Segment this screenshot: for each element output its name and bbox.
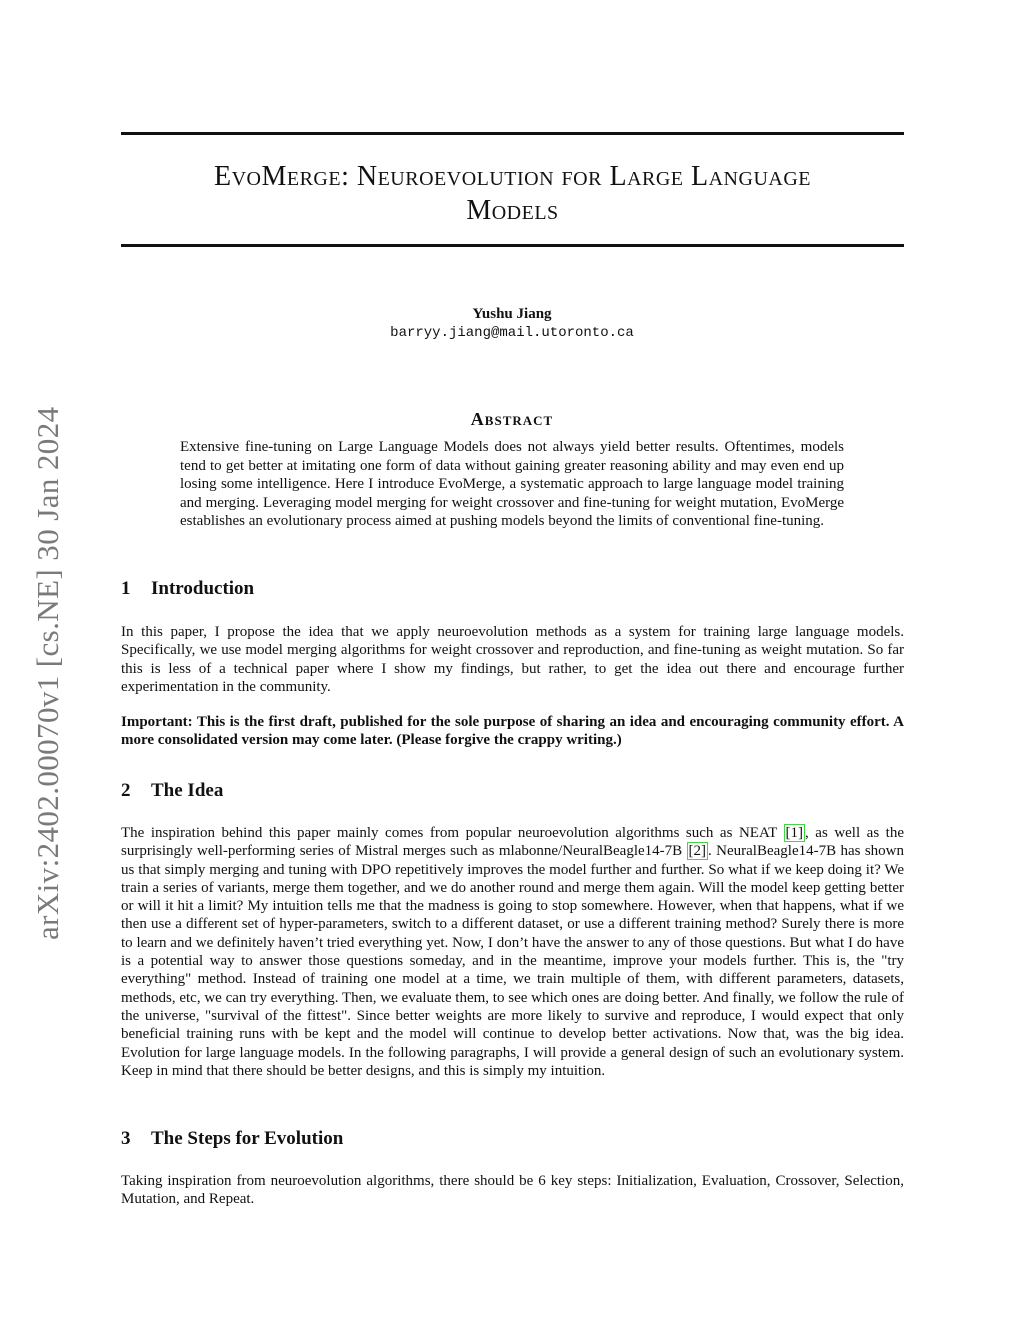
idea-text-c: . NeuralBeagle14-7B has shown us that simply merging and tuning with DPO repetitively improves the model further and further. So what if we keep doing it? We train a series of variants, merge them together, and we do another round and merge them again. Will the model keep getting better or will it hit a limit? My intuition tells me that the madness is going to stop somewhere. However, when that happens, what if we then use a different set of hyper-parameters, switch to a different dataset, or use a different training method? Surely there is more to learn and we definitely haven’t tried everything yet. Now, I don’t have the answer to any of those questions. But what I do have is a potential way to answer those questions someday, and in the meantime, improve your models further. This is, the "try everything" method. Instead of training one model at a time, we train multiple of them, with different parameters, datasets, methods, etc, we can try everything. Then, we evaluate them, to see which ones are doing better. And finally, we follow the rule of the universe, "survival of the fittest". Since better weights are more likely to survive and reproduce, I would expect that only beneficial training runs with be kept and the model will continue to develop better activations. Now that, was the big idea. Evolution for large language models. In the following paragraphs, I will provide a general design of such an evolutionary system. Keep in mind that there should be better designs, and this is simply my intuition. bbox=[121, 843, 904, 1079]
citation-link-2[interactable]: [2] bbox=[688, 843, 707, 860]
paper-title-line1: EvoMerge: Neuroevolution for Large Language bbox=[213, 161, 811, 192]
section-number: 3 bbox=[121, 1128, 131, 1149]
citation-link-1[interactable]: [1] bbox=[785, 825, 804, 841]
title-bottom-rule bbox=[121, 244, 904, 247]
paper-title bbox=[121, 160, 904, 228]
introduction-paragraph: In this paper, I propose the idea that we apply neuroevolution methods as a system for training large language models. Specifically, we use model merging algorithms for weight crossover and reproduction, and fine-tuning as weight mutation. So far this is less of a technical paper where I show my findings, but rather, to get the idea out there and encourage further experimentation in the community. bbox=[121, 624, 904, 695]
abstract-text: Extensive fine-tuning on Large Language Models does not always yield better results. Oftentimes, models tend to get better at imitating one form of data without gaining greater reasoning ability and may even end up losing some intelligence. Here I introduce EvoMerge, a systematic approach to large language model training and merging. Leveraging model merging for weight crossover and fine-tuning for weight mutation, EvoMerge establishes an evolutionary process aimed at pushing models beyond the limits of conventional fine-tuning. bbox=[180, 439, 844, 529]
section-heading-the-idea bbox=[121, 780, 223, 802]
section-title: Introduction bbox=[151, 578, 255, 599]
idea-text-b: , as well as the surprisingly well-performing series of Mistral merges such as mlabonne/NeuralBeagle14-7B bbox=[121, 825, 904, 860]
abstract-heading: Abstract bbox=[470, 409, 554, 429]
steps-paragraph: Taking inspiration from neuroevolution algorithms, there should be 6 key steps: Initialization, Evaluation, Crossover, Selection, Mutation, and Repeat. bbox=[121, 1173, 904, 1208]
arxiv-side-stamp: arXiv:2402.00070v1 [cs.NE] 30 Jan 2024 bbox=[30, 406, 65, 940]
section-heading-steps-for-evolution bbox=[121, 1128, 343, 1150]
paper-title-line2: Models bbox=[466, 195, 559, 226]
title-top-rule bbox=[121, 132, 904, 135]
section-number: 2 bbox=[121, 780, 131, 801]
section-title: The Idea bbox=[151, 780, 224, 801]
idea-text-a: The inspiration behind this paper mainly comes from popular neuroevolution algorithms such as NEAT bbox=[121, 825, 784, 841]
idea-paragraph bbox=[121, 824, 904, 1080]
section-number: 1 bbox=[121, 578, 131, 599]
author-email: barryy.jiang@mail.utoronto.ca bbox=[390, 325, 634, 341]
section-heading-introduction bbox=[121, 578, 254, 600]
section-title: The Steps for Evolution bbox=[151, 1128, 344, 1149]
author-name: Yushu Jiang bbox=[472, 306, 552, 322]
important-notice: Important: This is the first draft, published for the sole purpose of sharing an idea and encouraging community effort. A more consolidated version may come later. (Please forgive the crappy writing.) bbox=[121, 714, 904, 749]
